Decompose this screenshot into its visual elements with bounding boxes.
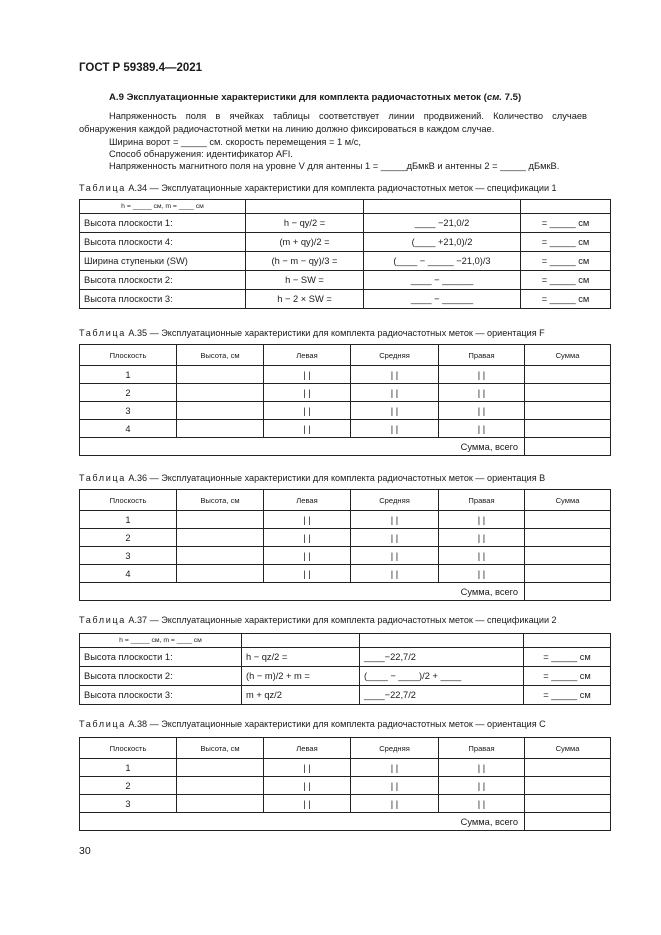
table-row: 1 | | | | | | bbox=[80, 759, 611, 777]
caption-a35: Таблица А.35 — Эксплуатационные характеристики для комплекта радиочастотных меток — ориентация F bbox=[79, 328, 545, 338]
table-header-row: Плоскость Высота, см Левая Средняя Правая Сумма bbox=[80, 490, 611, 511]
table-head-row bbox=[80, 634, 611, 648]
table-head-row bbox=[80, 200, 611, 214]
head-params: h = _____ см, m = ____ см bbox=[80, 200, 246, 214]
table-row: 4 | | | | | | bbox=[80, 565, 611, 583]
caption-a38: Таблица А.38 — Эксплуатационные характеристики для комплекта радиочастотных меток — ориентация C bbox=[79, 719, 546, 729]
table-row: Высота плоскости 1: h − qy/2 = ____ −21,0/2 = _____ см bbox=[80, 214, 611, 233]
paragraph-detection: Способ обнаружения: идентификатор AFI. bbox=[109, 149, 293, 159]
table-row: Высота плоскости 3: h − 2 × SW = ____ − ______ = _____ см bbox=[80, 290, 611, 309]
document-header: ГОСТ Р 59389.4—2021 bbox=[79, 62, 203, 74]
caption-a37: Таблица А.37 — Эксплуатационные характеристики для комплекта радиочастотных меток — спецификации 2 bbox=[79, 615, 557, 625]
table-header-row: Плоскость Высота, см Левая Средняя Правая Сумма bbox=[80, 345, 611, 366]
table-total-row: Сумма, всего bbox=[80, 813, 611, 831]
table-a34 bbox=[79, 199, 611, 309]
paragraph-intro: Напряженность поля в ячейках таблицы соответствует линии продвижений. Количество случаев обнаружения каждой радиочастотной метки на линию должно фиксироваться в каждом случае. bbox=[79, 111, 587, 134]
caption-a36: Таблица А.36 — Эксплуатационные характеристики для комплекта радиочастотных меток — ориентация B bbox=[79, 473, 546, 483]
table-row: Высота плоскости 2: h − SW = ____ − ______ = _____ см bbox=[80, 271, 611, 290]
table-row: Высота плоскости 4: (m + qy)/2 = (____ +21,0)/2 = _____ см bbox=[80, 233, 611, 252]
table-row: 2 | | | | | | bbox=[80, 384, 611, 402]
paragraph-gate-width: Ширина ворот = _____ см. скорость перемещения = 1 м/с, bbox=[109, 137, 362, 147]
table-row: 3 | | | | | | bbox=[80, 795, 611, 813]
table-row: 2 | | | | | | bbox=[80, 777, 611, 795]
table-a35 bbox=[79, 344, 611, 456]
table-a36 bbox=[79, 489, 611, 601]
head-params: h = _____ см, m = ____ см bbox=[80, 634, 242, 648]
paragraph-field-strength: Напряженность магнитного поля на уровне V для антенны 1 = _____дБмкВ и антенны 2 = _____ дБмкВ. bbox=[109, 161, 560, 171]
section-title: А.9 Эксплуатационные характеристики для комплекта радиочастотных меток (см. 7.5) bbox=[109, 92, 522, 103]
table-total-row: Сумма, всего bbox=[80, 438, 611, 456]
table-row: 1 | | | | | | bbox=[80, 511, 611, 529]
page-number: 30 bbox=[79, 845, 91, 857]
table-row: Высота плоскости 1: h − qz/2 = ____−22,7/2 = _____ см bbox=[80, 648, 611, 667]
table-a38 bbox=[79, 737, 611, 831]
table-row: Высота плоскости 3: m + qz/2 ____−22,7/2 = _____ см bbox=[80, 686, 611, 705]
table-a37 bbox=[79, 633, 611, 705]
table-row: 2 | | | | | | bbox=[80, 529, 611, 547]
caption-a34: Таблица А.34 — Эксплуатационные характеристики для комплекта радиочастотных меток — спецификации 1 bbox=[79, 183, 557, 193]
table-row: 3 | | | | | | bbox=[80, 402, 611, 420]
table-row: 1 | | | | | | bbox=[80, 366, 611, 384]
table-row: Высота плоскости 2: (h − m)/2 + m = (____ − ____)/2 + ____ = _____ см bbox=[80, 667, 611, 686]
table-header-row: Плоскость Высота, см Левая Средняя Правая Сумма bbox=[80, 738, 611, 759]
table-row: 3 | | | | | | bbox=[80, 547, 611, 565]
table-row: Ширина ступеньки (SW) (h − m − qy)/3 = (____ − _____ −21,0)/3 = _____ см bbox=[80, 252, 611, 271]
table-row: 4 | | | | | | bbox=[80, 420, 611, 438]
table-total-row: Сумма, всего bbox=[80, 583, 611, 601]
